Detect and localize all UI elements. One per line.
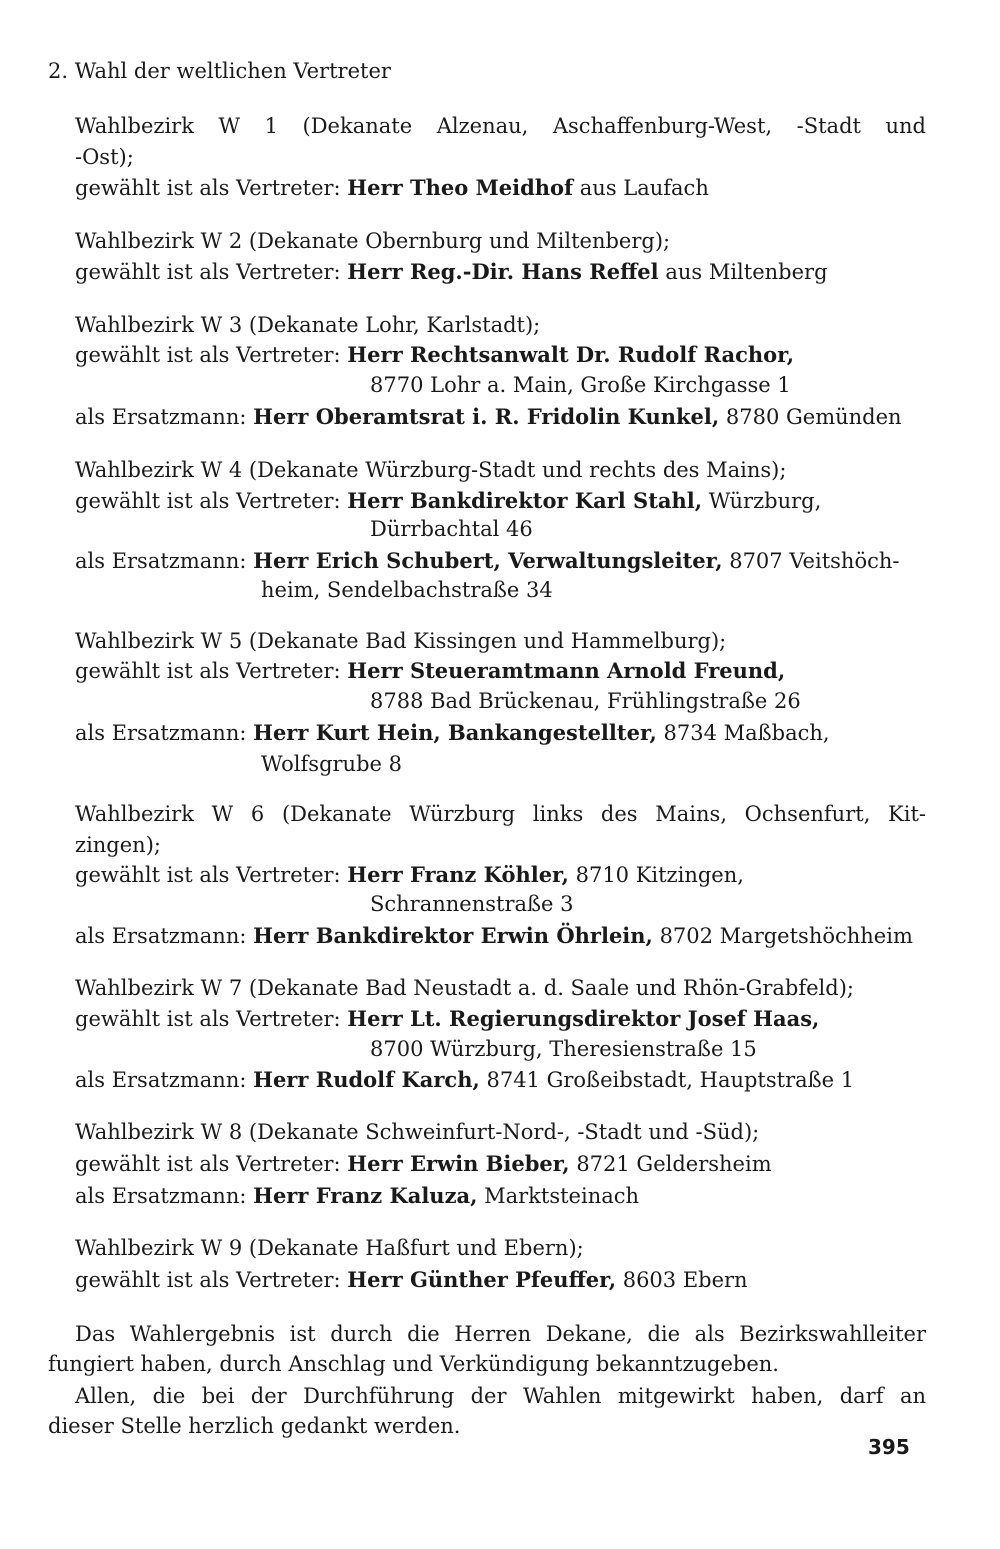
substitute-address: 8707 Veitshöch- — [729, 549, 900, 573]
district-w4-elected — [75, 486, 821, 516]
district-w3-elected-address: 8770 Lohr a. Main, Große Kirchgasse 1 — [370, 373, 791, 397]
substitute-label: als Ersatzmann: — [75, 549, 247, 573]
elected-name: Herr Bankdirektor Karl Stahl, — [347, 488, 703, 513]
district-w5-elected — [75, 656, 785, 686]
elected-name: Herr Reg.-Dir. Hans Reffel — [347, 259, 659, 284]
elected-name: Herr Lt. Regierungsdirektor Josef Haas, — [347, 1006, 820, 1031]
section-heading: 2. Wahl der weltlichen Vertreter — [48, 59, 391, 83]
page-number: 395 — [868, 1435, 910, 1459]
substitute-label: als Ersatzmann: — [75, 721, 247, 745]
elected-label: gewählt ist als Vertreter: — [75, 176, 341, 200]
elected-label: gewählt ist als Vertreter: — [75, 1268, 341, 1292]
substitute-label: als Ersatzmann: — [75, 924, 247, 948]
district-w2-header: Wahlbezirk W 2 (Dekanate Obernburg und Miltenberg); — [75, 229, 671, 253]
district-w5-header: Wahlbezirk W 5 (Dekanate Bad Kissingen und Hammelburg); — [75, 629, 727, 653]
district-w4-substitute — [75, 546, 899, 576]
substitute-address: 8702 Margetshöchheim — [659, 924, 913, 948]
district-w8-header: Wahlbezirk W 8 (Dekanate Schweinfurt-Nord-, -Stadt und -Süd); — [75, 1120, 760, 1144]
district-w6-elected-address: Schrannenstraße 3 — [370, 892, 574, 916]
elected-label: gewählt ist als Vertreter: — [75, 489, 341, 513]
district-w8-elected — [75, 1149, 772, 1179]
substitute-address: Marktsteinach — [484, 1184, 640, 1208]
district-w5-elected-address: 8788 Bad Brückenau, Frühlingstraße 26 — [370, 689, 801, 713]
district-w7-elected-address: 8700 Würzburg, Theresienstraße 15 — [370, 1037, 757, 1061]
substitute-address: 8741 Großeibstadt, Hauptstraße 1 — [486, 1068, 855, 1092]
substitute-address: 8734 Maßbach, — [663, 721, 830, 745]
elected-name: Herr Erwin Bieber, — [347, 1151, 570, 1176]
substitute-name: Herr Kurt Hein, Bankangestellter, — [253, 720, 657, 745]
elected-address: 8710 Kitzingen, — [575, 863, 744, 887]
substitute-label: als Ersatzmann: — [75, 1068, 247, 1092]
elected-label: gewählt ist als Vertreter: — [75, 1152, 341, 1176]
elected-label: gewählt ist als Vertreter: — [75, 863, 341, 887]
district-w4-header: Wahlbezirk W 4 (Dekanate Würzburg-Stadt und rechts des Mains); — [75, 458, 787, 482]
closing-paragraph-1-line-2: fungiert haben, durch Anschlag und Verkündigung bekanntzugeben. — [48, 1352, 779, 1376]
elected-address: aus Laufach — [579, 176, 709, 200]
elected-address: 8721 Geldersheim — [576, 1152, 772, 1176]
closing-paragraph-1-line-1: Das Wahlergebnis ist durch die Herren Dekane, die als Bezirkswahlleiter — [75, 1322, 926, 1346]
substitute-name: Herr Oberamtsrat i. R. Fridolin Kunkel, — [253, 404, 720, 429]
elected-address: Würzburg, — [708, 489, 822, 513]
elected-label: gewählt ist als Vertreter: — [75, 260, 341, 284]
district-w6-elected — [75, 860, 744, 890]
substitute-name: Herr Erich Schubert, Verwaltungsleiter, — [253, 548, 723, 573]
district-w5-substitute-address: Wolfsgrube 8 — [261, 752, 402, 776]
closing-paragraph-2-line-2: dieser Stelle herzlich gedankt werden. — [48, 1414, 461, 1438]
district-w4-substitute-address: heim, Sendelbachstraße 34 — [261, 578, 553, 602]
district-w6-header-cont: zingen); — [75, 833, 161, 857]
elected-label: gewählt ist als Vertreter: — [75, 1007, 341, 1031]
district-w2-elected — [75, 257, 828, 287]
elected-address: 8603 Ebern — [622, 1268, 748, 1292]
elected-name: Herr Günther Pfeuffer, — [347, 1267, 617, 1292]
district-w4-elected-address: Dürrbachtal 46 — [370, 517, 533, 541]
district-w3-elected — [75, 340, 794, 370]
substitute-label: als Ersatzmann: — [75, 1184, 247, 1208]
district-w3-header: Wahlbezirk W 3 (Dekanate Lohr, Karlstadt); — [75, 313, 541, 337]
district-w7-substitute — [75, 1065, 854, 1095]
district-w3-substitute — [75, 402, 902, 432]
elected-name: Herr Theo Meidhof — [347, 175, 574, 200]
district-w9-elected — [75, 1265, 748, 1295]
district-w6-header: Wahlbezirk W 6 (Dekanate Würzburg links des Mains, Ochsenfurt, Kit- — [75, 802, 926, 826]
district-w6-substitute — [75, 921, 913, 951]
elected-name: Herr Rechtsanwalt Dr. Rudolf Rachor, — [347, 342, 795, 367]
elected-address: aus Miltenberg — [665, 260, 828, 284]
district-w1-header: Wahlbezirk W 1 (Dekanate Alzenau, Aschaffenburg-West, -Stadt und — [75, 114, 926, 138]
elected-label: gewählt ist als Vertreter: — [75, 343, 341, 367]
elected-label: gewählt ist als Vertreter: — [75, 659, 341, 683]
closing-paragraph-2-line-1: Allen, die bei der Durchführung der Wahlen mitgewirkt haben, darf an — [75, 1384, 926, 1408]
district-w5-substitute — [75, 718, 830, 748]
district-w7-header: Wahlbezirk W 7 (Dekanate Bad Neustadt a. d. Saale und Rhön-Grabfeld); — [75, 976, 854, 1000]
district-w1-elected — [75, 173, 709, 203]
substitute-name: Herr Bankdirektor Erwin Öhrlein, — [253, 923, 653, 948]
substitute-name: Herr Rudolf Karch, — [253, 1067, 480, 1092]
district-w8-substitute — [75, 1181, 639, 1211]
elected-name: Herr Steueramtmann Arnold Freund, — [347, 658, 786, 683]
district-w1-header-cont: -Ost); — [75, 145, 134, 169]
substitute-label: als Ersatzmann: — [75, 405, 247, 429]
substitute-address: 8780 Gemünden — [725, 405, 902, 429]
elected-name: Herr Franz Köhler, — [347, 862, 569, 887]
district-w7-elected — [75, 1004, 819, 1034]
substitute-name: Herr Franz Kaluza, — [253, 1183, 478, 1208]
district-w9-header: Wahlbezirk W 9 (Dekanate Haßfurt und Ebern); — [75, 1236, 584, 1260]
